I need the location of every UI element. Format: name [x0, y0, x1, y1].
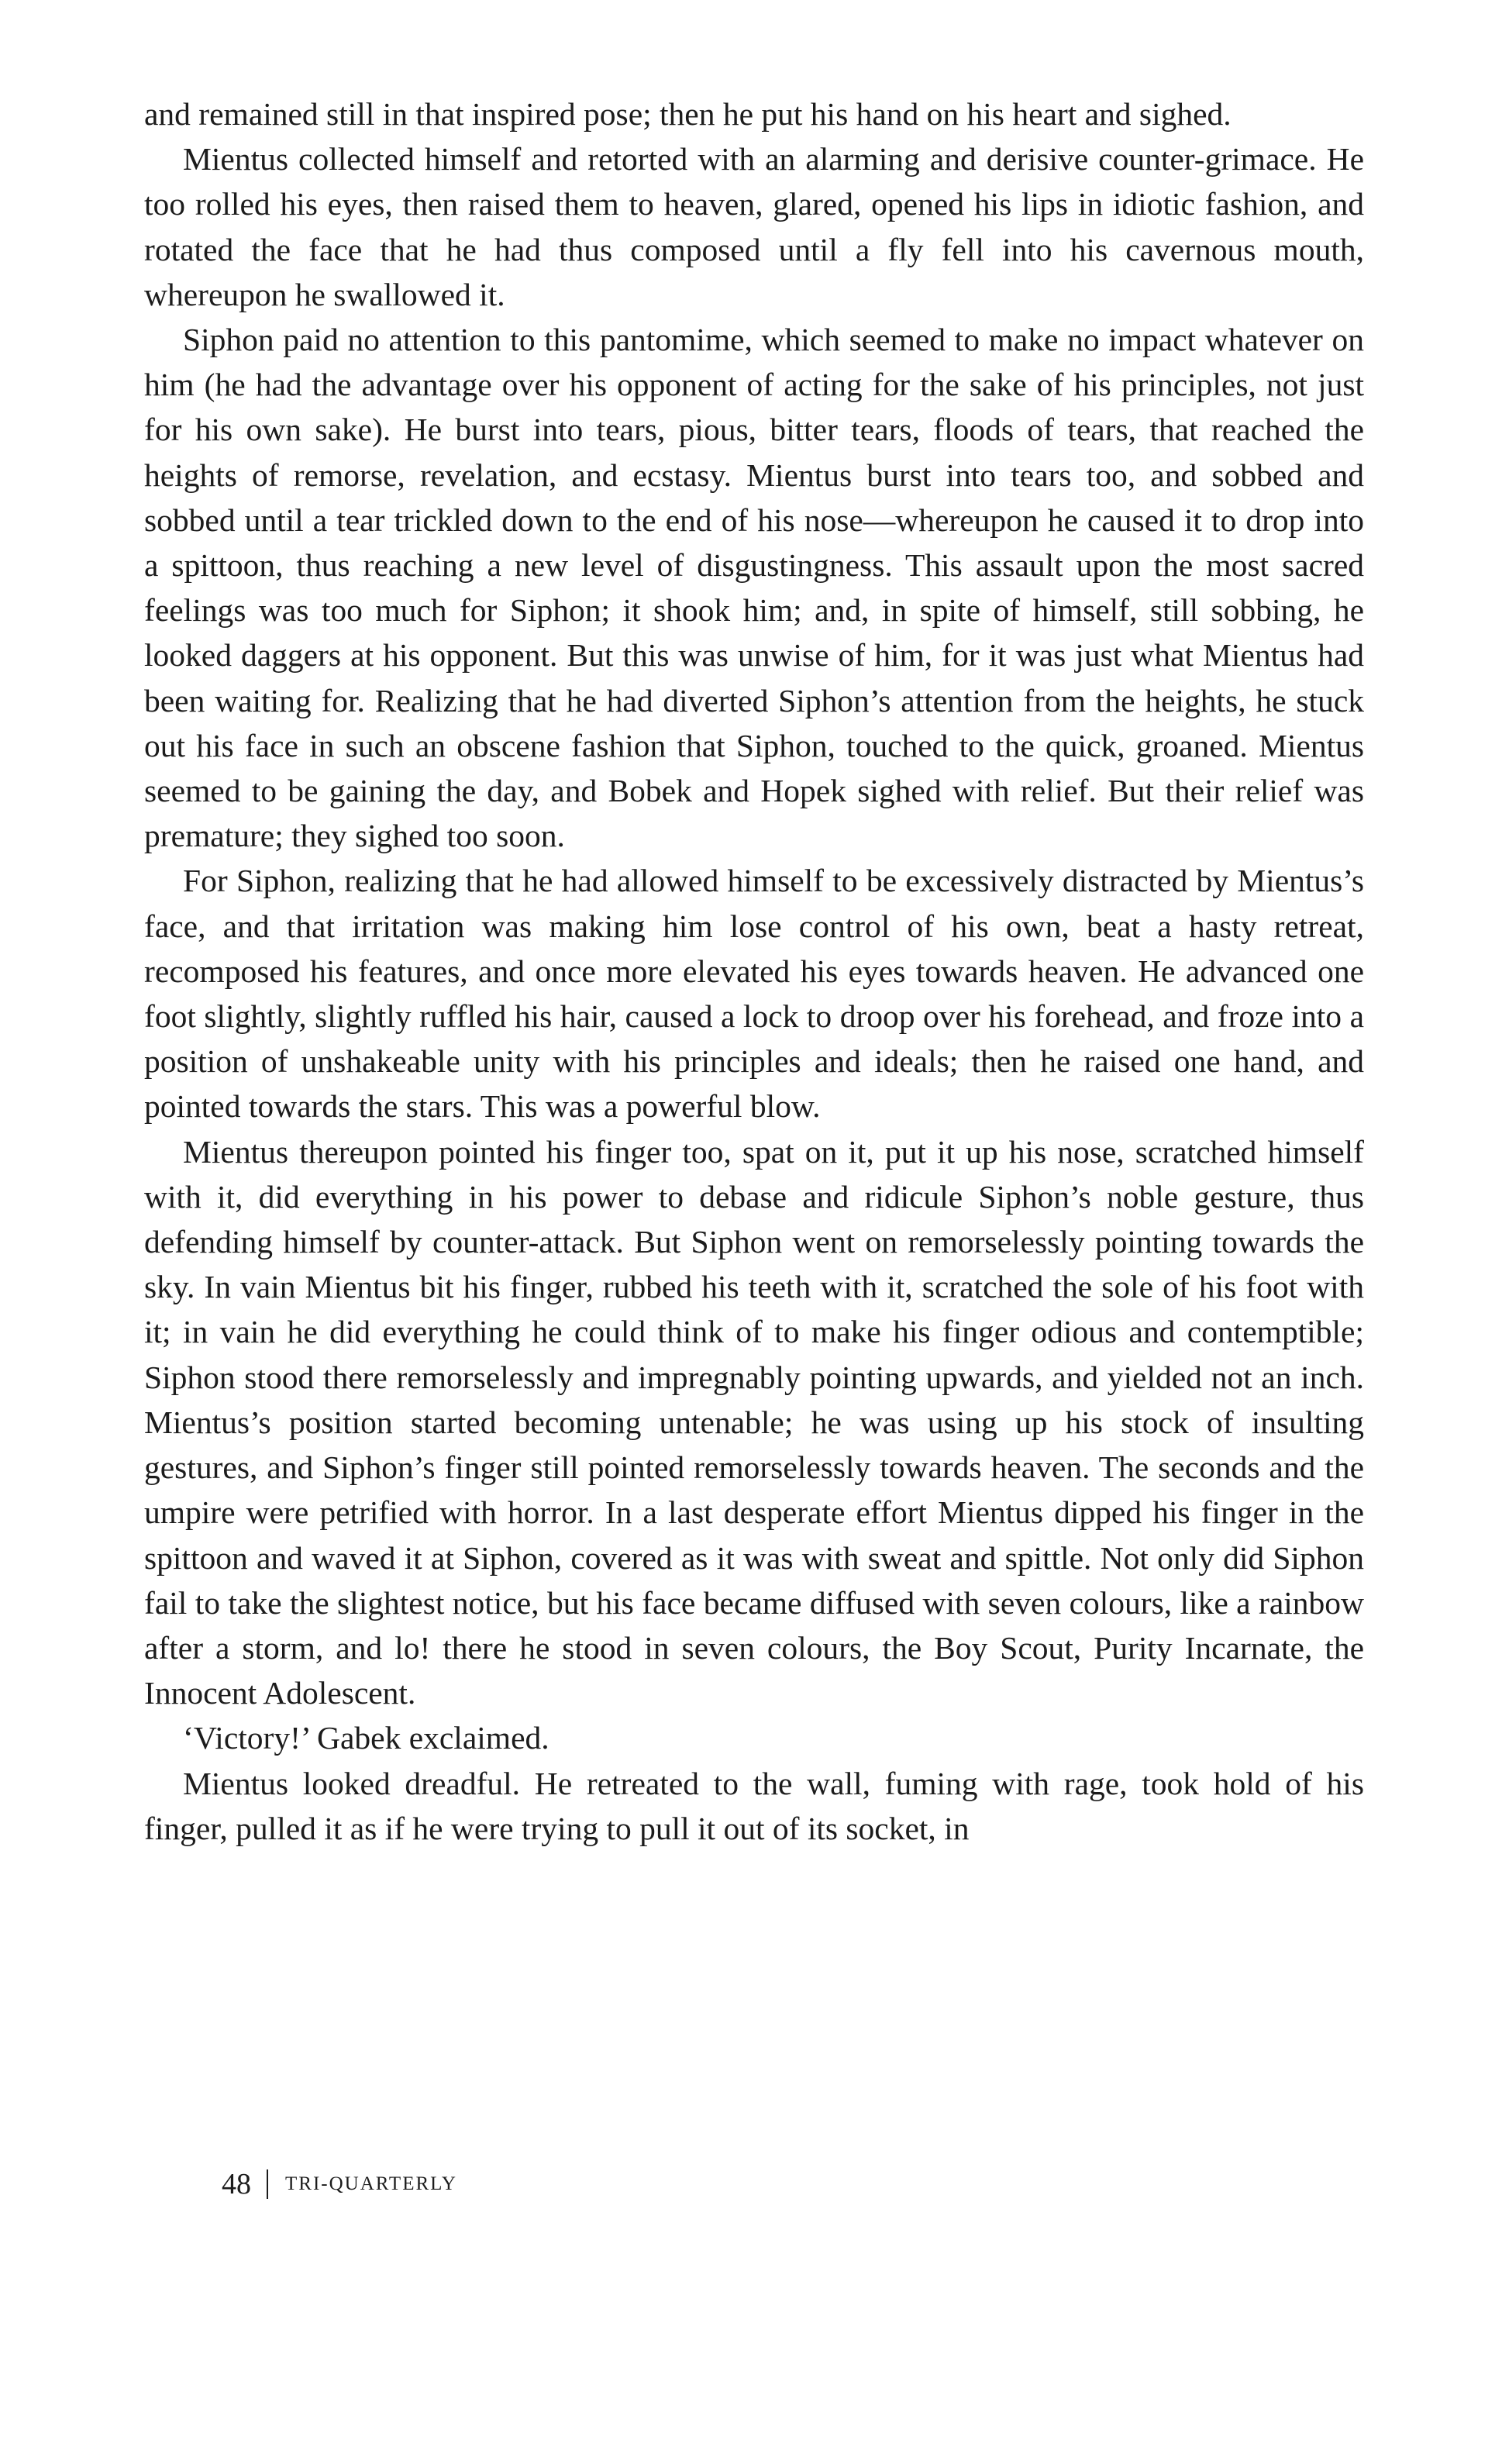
footer-divider: [267, 2169, 268, 2199]
paragraph-mientus-finger: Mientus thereupon pointed his finger too, spat on it, put it up his nose, scratched himself with it, did everything in his power to debase and ridicule Siphon’s noble gesture, thus defending himself by counter-attack. But Siphon went on remorselessly pointing towards the sky. In vain Mientus bit his finger, rubbed his teeth with it, scratched the sole of his foot with it; in vain he did everything he could think of to make his finger odious and contemptible; Siphon stood there remorselessly and impregnably pointing upwards, and yielded not an inch. Mientus’s position started becoming untenable; he was using up his stock of insulting gestures, and Siphon’s finger still pointed remorselessly towards heaven. The seconds and the umpire were petrified with horror. In a last desperate effort Mientus dipped his finger in the spittoon and waved it at Siphon, covered as it was with sweat and spittle. Not only did Siphon fail to take the slightest notice, but his face became diffused with seven colours, like a rainbow after a storm, and lo! there he stood in seven colours, the Boy Scout, Purity Incarnate, the Innocent Adolescent.: [144, 1133, 1364, 1711]
page-number: 48: [222, 2168, 251, 2200]
paragraph-siphon-retreat: For Siphon, realizing that he had allowed himself to be excessively distracted by Mientus’s face, and that irritation was making him lose control of his own, beat a hasty retreat, recomposed his features, and once more elevated his eyes towards heaven. He advanced one foot slightly, slightly ruffled his hair, caused a lock to droop over his forehead, and froze into a position of unshakeable unity with his principles and ideals; then he raised one hand, and pointed towards the stars. This was a powerful blow.: [144, 863, 1364, 1125]
paragraph-continuation: and remained still in that inspired pose; then he put his hand on his heart and sighed.: [144, 96, 1232, 132]
paragraph-siphon-pantomime: Siphon paid no attention to this pantomime, which seemed to make no impact whatever on him (he had the advantage over his opponent of acting for the sake of his principles, not just for his own sake). He burst into tears, pious, bitter tears, floods of tears, that reached the heights of remorse, revelation, and ecstasy. Mientus burst into tears too, and sobbed and sobbed until a tear trickled down to the end of his nose—whereupon he caused it to drop into a spittoon, thus reaching a new level of disgustingness. This assault upon the most sacred feelings was too much for Siphon; it shook him; and, in spite of himself, still sobbing, he looked daggers at his opponent. But this was unwise of him, for it was just what Mientus had been waiting for. Realizing that he had diverted Siphon’s attention from the heights, he stuck out his face in such an obscene fashion that Siphon, touched to the quick, groaned. Mientus seemed to be gaining the day, and Bobek and Hopek sighed with relief. But their relief was premature; they sighed too soon.: [144, 322, 1364, 854]
paragraph-victory: ‘Victory!’ Gabek exclaimed.: [183, 1720, 549, 1756]
paragraph-mientus-counter-grimace: Mientus collected himself and retorted with an alarming and derisive counter-grimace. He too rolled his eyes, then raised them to heaven, glared, opened his lips in idiotic fashion, and rotated the face that he had thus composed until a fly fell into his cavernous mouth, whereupon he swallowed it.: [144, 141, 1364, 312]
page-footer: [222, 2167, 457, 2201]
paragraph-mientus-dreadful: Mientus looked dreadful. He retreated to the wall, fuming with rage, took hold of his finger, pulled it as if he were trying to pull it out of its socket, in: [144, 1765, 1364, 1846]
body-text: [144, 91, 1364, 1851]
journal-name: TRI-QUARTERLY: [285, 2173, 457, 2194]
